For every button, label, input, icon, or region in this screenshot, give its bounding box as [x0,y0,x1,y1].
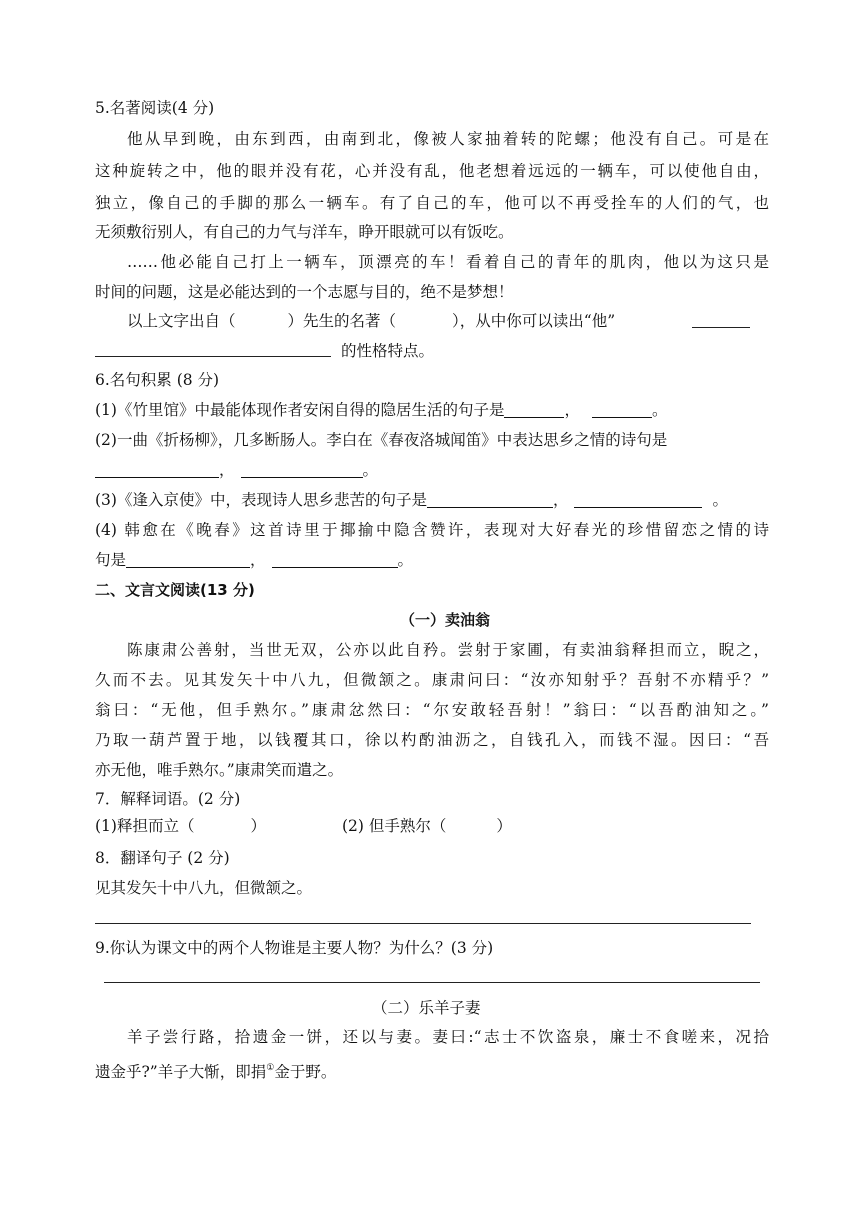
q5-paragraph2-line1: ……他必能自己打上一辆车，顶漂亮的车！看着自己的青年的肌肉，他以为这只是 [127,253,769,271]
q8-title: 8．翻译句子 (2 分) [95,849,230,867]
period: 。 [397,551,414,569]
q6-item4-line2 [95,550,413,570]
q5-paragraph1-line4: 无须敷衍别人，有自己的力气与洋车，睁开眼就可以有饭吃。 [95,223,514,241]
passage1-line3: 翁曰：“无他，但手熟尔。”康肃忿然曰：“尔安敢轻吾射！”翁曰：“以吾酌油知之。” [95,701,769,719]
q6-title: 6.名句积累 (8 分) [95,371,220,389]
q5-title: 5.名著阅读(4 分) [95,99,215,117]
trait-answer-line-2[interactable] [95,356,331,357]
comma: ， [564,401,580,419]
passage2-title: （二）乐羊子妻 [372,999,481,1017]
passage1-line1: 陈康肃公善射，当世无双，公亦以此自矜。尝射于家圃，有卖油翁释担而立，睨之， [127,641,769,659]
comma: ， [250,551,266,569]
period: 。 [712,491,728,509]
q6-item3 [95,490,728,510]
q6-item1-blank-2[interactable] [592,401,652,418]
q7-item2-text: (2) 但手熟尔（ [342,817,447,835]
comma: ， [219,461,235,479]
close-paren: ） [250,817,266,835]
q5-paragraph2-line2: 时间的问题，这是必能达到的一个志愿与目的，绝不是梦想！ [95,283,514,301]
period: 。 [651,401,668,419]
footnote-marker: ① [266,1063,275,1073]
q6-item4-blank-2[interactable] [272,551,398,568]
q6-item1 [95,400,668,420]
q5-question-part-a: 以上文字出自（ [127,312,236,330]
passage1-line5: 亦无他，唯手熟尔。”康肃笑而遣之。 [95,761,344,779]
passage2-line2-end: 金于野。 [274,1063,337,1081]
trait-answer-line-1[interactable] [692,327,750,328]
passage2-line1: 羊子尝行路，拾遗金一饼，还以与妻。妻曰:“志士不饮盗泉，廉士不食嗟来，况拾 [127,1028,769,1046]
q6-item4-line1: (4) 韩愈在《晚春》这首诗里于揶揄中隐含赞许，表现对大好春光的珍惜留恋之情的诗 [95,521,769,539]
comma: ， [552,491,569,509]
passage2-line2-text: 遗金乎?”羊子大惭，即捐 [95,1063,267,1081]
q6-item3-blank-1[interactable] [427,491,553,508]
q6-item2-blank-1[interactable] [95,461,219,478]
section2-title: 二、文言文阅读(13 分) [95,581,255,599]
q9-title: 9.你认为课文中的两个人物谁是主要人物？为什么？(3 分) [95,939,494,957]
q5-question-end: 的性格特点。 [341,342,435,360]
q7-title: 7．解释词语。(2 分) [95,790,241,808]
passage2-line2 [95,1058,336,1082]
q5-question [127,311,615,331]
q5-question-part-b: ）先生的名著（ [287,312,397,330]
q6-item2-answers [95,460,378,480]
q6-item2: (2)一曲《折杨柳》，几多断肠人。李白在《春夜洛城闻笛》中表达思乡之情的诗句是 [95,431,668,449]
q7-item1 [95,816,266,836]
q6-item1-text: (1)《竹里馆》中最能体现作者安闲自得的隐居生活的句子是 [95,401,505,419]
q5-question-part-c: ），从中你可以读出“他” [452,312,616,330]
passage1-line2: 久而不去。见其发矢十中八九，但微颔之。康肃问曰：“汝亦知射乎？吾射不亦精乎？” [95,671,769,689]
passage1-title: （一）卖油翁 [400,611,491,629]
q5-paragraph1-line3: 独立，像自己的手脚的那么一辆车。有了自己的车，他可以不再受拴车的人们的气，也 [95,194,769,212]
q7-item2 [342,816,512,836]
q8-sentence: 见其发矢十中八九，但微颔之。 [95,879,313,897]
period: 。 [362,461,379,479]
q5-paragraph1-line2: 这种旋转之中，他的眼并没有花，心并没有乱，他老想着远远的一辆车，可以使他自由， [95,162,769,180]
close-paren: ） [496,817,512,835]
q6-item4-text: 句是 [95,551,127,569]
q9-answer-line[interactable] [104,982,760,983]
q7-item1-text: (1)释担而立（ [95,817,195,835]
q6-item3-text: (3)《逢入京使》中，表现诗人思乡悲苦的句子是 [95,491,427,509]
q6-item4-blank-1[interactable] [126,551,250,568]
passage1-line4: 乃取一葫芦置于地，以钱覆其口，徐以杓酌油沥之，自钱孔入，而钱不湿。因曰：“吾 [95,731,769,749]
q5-paragraph1-line1: 他从早到晚，由东到西，由南到北，像被人家抽着转的陀螺；他没有自己。可是在 [127,130,769,148]
q6-item1-blank-1[interactable] [504,401,564,418]
q8-answer-line[interactable] [95,923,751,924]
q6-item3-blank-2[interactable] [574,491,702,508]
q6-item2-blank-2[interactable] [241,461,363,478]
